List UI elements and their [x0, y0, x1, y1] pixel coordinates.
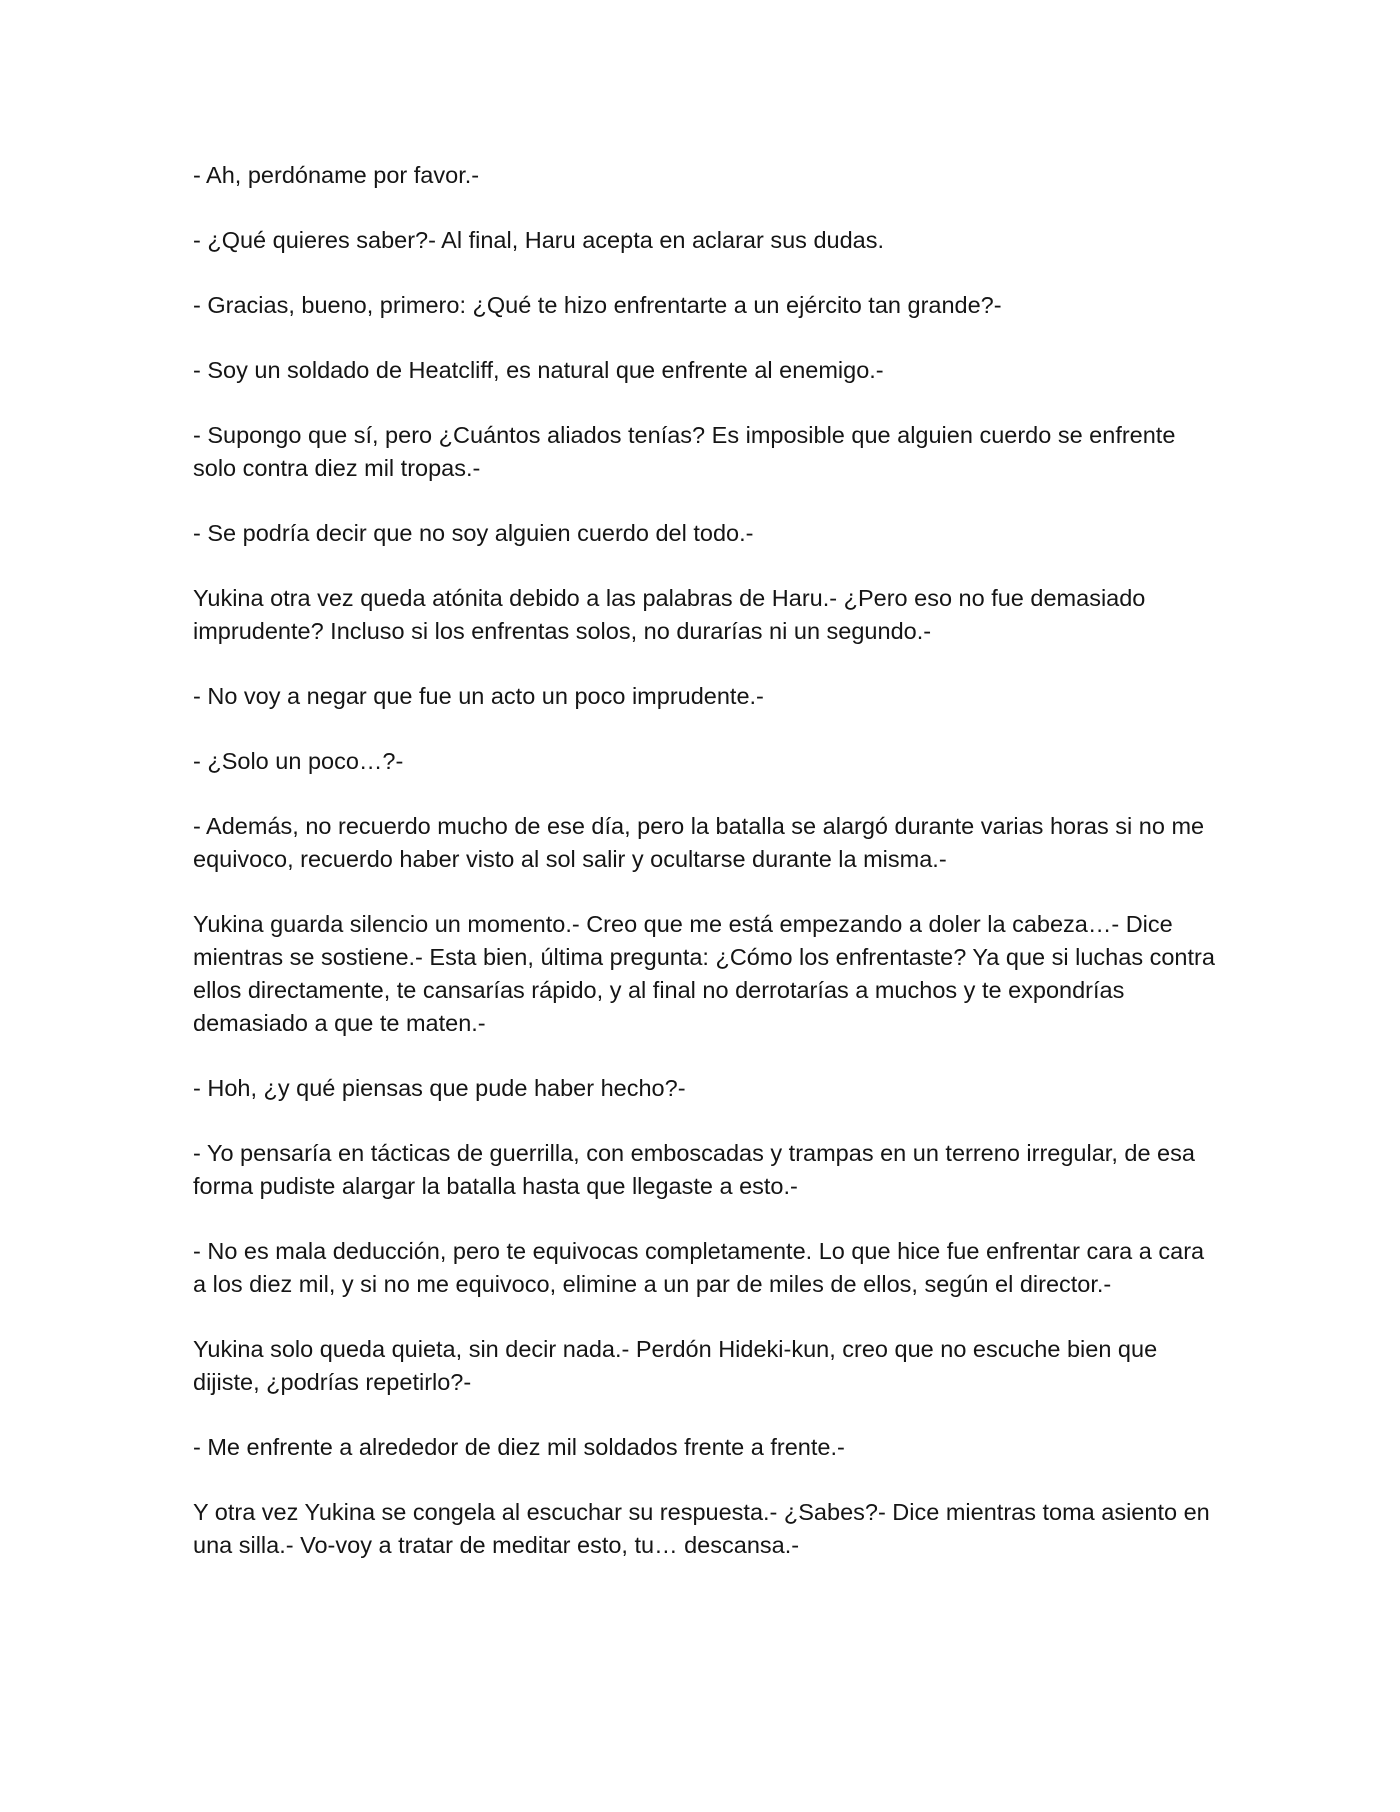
paragraph: - No voy a negar que fue un acto un poco imprudente.-: [193, 683, 764, 709]
paragraph: Yukina solo queda quieta, sin decir nada.- Perdón Hideki-kun, creo que no escuche bien que dijiste, ¿podrías repetirlo?-: [193, 1336, 1158, 1395]
paragraph: - Soy un soldado de Heatcliff, es natural que enfrente al enemigo.-: [193, 357, 884, 383]
paragraph: - ¿Qué quieres saber?- Al final, Haru acepta en aclarar sus dudas.: [193, 227, 885, 253]
paragraph: - Yo pensaría en tácticas de guerrilla, con emboscadas y trampas en un terreno irregular, de esa forma pudiste alargar la batalla hasta que llegaste a esto.-: [193, 1140, 1195, 1199]
document-body: [193, 159, 1223, 1594]
paragraph: Yukina guarda silencio un momento.- Creo que me está empezando a doler la cabeza…- Dice mientras se sostiene.- Esta bien, última pregunta: ¿Cómo los enfrentaste? Ya que si luchas contra ellos directamente, te cansarías rápido, y al final no derrotarías a muchos y te expondrías demasiado a que te maten.-: [193, 911, 1215, 1036]
paragraph: - No es mala deducción, pero te equivocas completamente. Lo que hice fue enfrentar cara a cara a los diez mil, y si no me equivoco, elimine a un par de miles de ellos, según el director.-: [193, 1238, 1205, 1297]
paragraph: - Gracias, bueno, primero: ¿Qué te hizo enfrentarte a un ejército tan grande?-: [193, 292, 1002, 318]
paragraph: Y otra vez Yukina se congela al escuchar su respuesta.- ¿Sabes?- Dice mientras toma asiento en una silla.- Vo-voy a tratar de meditar esto, tu… descansa.-: [193, 1499, 1210, 1558]
paragraph: - Se podría decir que no soy alguien cuerdo del todo.-: [193, 520, 754, 546]
paragraph: Yukina otra vez queda atónita debido a las palabras de Haru.- ¿Pero eso no fue demasiado imprudente? Incluso si los enfrentas solos, no durarías ni un segundo.-: [193, 585, 1146, 644]
paragraph: - Ah, perdóname por favor.-: [193, 162, 480, 188]
paragraph: - Hoh, ¿y qué piensas que pude haber hecho?-: [193, 1075, 686, 1101]
paragraph: - Además, no recuerdo mucho de ese día, pero la batalla se alargó durante varias horas si no me equivoco, recuerdo haber visto al sol salir y ocultarse durante la misma.-: [193, 813, 1205, 872]
paragraph: - Supongo que sí, pero ¿Cuántos aliados tenías? Es imposible que alguien cuerdo se enfrente solo contra diez mil tropas.-: [193, 422, 1176, 481]
paragraph: - Me enfrente a alrededor de diez mil soldados frente a frente.-: [193, 1434, 845, 1460]
paragraph: - ¿Solo un poco…?-: [193, 748, 404, 774]
